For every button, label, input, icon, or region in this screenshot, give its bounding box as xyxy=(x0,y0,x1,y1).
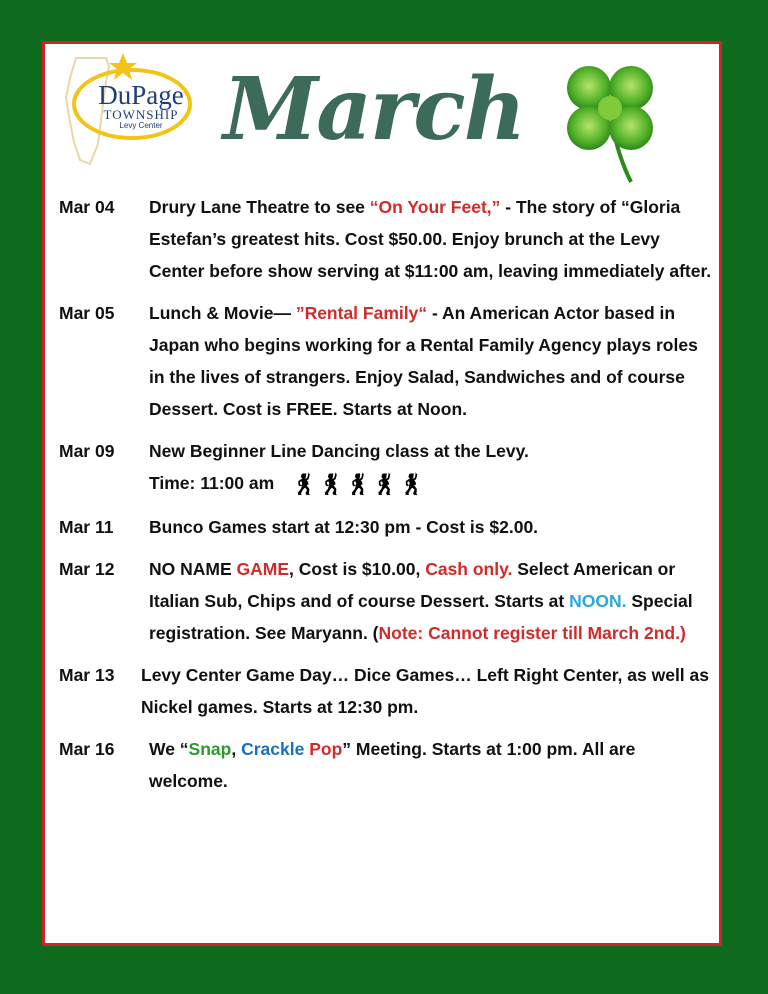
event-text: Select American or Italian Sub, Chips and of course Dessert. Starts at xyxy=(149,559,676,611)
event-text: Bunco Games start at 12:30 pm - Cost is $2.00. xyxy=(149,517,539,537)
event-date: Mar 09 xyxy=(59,441,115,461)
line-dancers-icon: 🕺🕺🕺🕺🕺 xyxy=(292,474,427,496)
dupage-township-logo xyxy=(62,52,196,170)
event-item xyxy=(45,659,721,723)
event-item xyxy=(45,297,721,425)
event-text: Lunch & Movie— xyxy=(149,303,296,323)
highlight-text: Pop xyxy=(309,739,343,759)
event-description xyxy=(141,659,713,723)
logo-center: Levy Center xyxy=(119,121,163,130)
event-list xyxy=(45,191,721,807)
highlight-text: ”Rental Family“ xyxy=(295,303,428,323)
event-text: Drury Lane Theatre to see xyxy=(149,197,370,217)
event-description xyxy=(149,733,713,797)
highlight-text: Crackle xyxy=(241,739,305,759)
event-text: Levy Center Game Day… Dice Games… Left Right Center, as well as Nickel games. Starts at 12:30 pm. xyxy=(141,665,709,717)
event-text: We “ xyxy=(149,739,189,759)
highlight-text: NOON. xyxy=(569,591,627,611)
four-leaf-clover-icon xyxy=(555,58,665,184)
event-text: New Beginner Line Dancing class at the Levy. xyxy=(149,441,529,461)
event-item xyxy=(45,191,721,287)
event-text: , Cost is $10.00, xyxy=(289,559,426,579)
event-date: Mar 13 xyxy=(59,665,115,685)
highlight-text: GAME xyxy=(236,559,289,579)
event-date: Mar 04 xyxy=(59,197,115,217)
event-description xyxy=(149,191,713,287)
page-title: March xyxy=(223,59,525,160)
event-description xyxy=(149,297,713,425)
event-text: Time: 11:00 am xyxy=(149,473,275,493)
event-date: Mar 16 xyxy=(59,739,115,759)
event-text: Special registration. See Maryann. ( xyxy=(149,591,693,643)
highlight-text: Note: Cannot register till March 2nd.) xyxy=(378,623,686,643)
event-text: - An American Actor based in Japan who begins working for a Rental Family Agency plays roles in the lives of strangers. Enjoy Salad, Sandwiches and of course Dessert. Cost is FREE. Starts at Noon. xyxy=(149,303,698,419)
event-date: Mar 05 xyxy=(59,303,115,323)
event-item xyxy=(45,733,721,797)
event-description xyxy=(149,511,713,543)
event-text: NO NAME xyxy=(149,559,237,579)
event-text: , xyxy=(231,739,242,759)
event-description xyxy=(149,435,713,501)
event-item xyxy=(45,553,721,649)
event-date: Mar 12 xyxy=(59,559,115,579)
highlight-text: “On Your Feet,” xyxy=(369,197,501,217)
event-date: Mar 11 xyxy=(59,517,114,537)
event-description xyxy=(149,553,713,649)
highlight-text: Cash only. xyxy=(425,559,513,579)
logo-township: TOWNSHIP xyxy=(103,107,179,122)
event-text: - The story of “Gloria Estefan’s greatest hits. Cost $50.00. Enjoy brunch at the Levy Center before show serving at $11:00 am, leaving immediately after. xyxy=(149,197,712,281)
event-text: ” Meeting. Starts at 1:00 pm. All are welcome. xyxy=(149,739,636,791)
star-icon xyxy=(108,52,138,82)
highlight-text: Snap xyxy=(188,739,232,759)
flyer-page xyxy=(42,41,722,946)
logo-name: DuPage xyxy=(98,80,184,110)
event-item xyxy=(45,511,721,543)
event-item xyxy=(45,435,721,501)
